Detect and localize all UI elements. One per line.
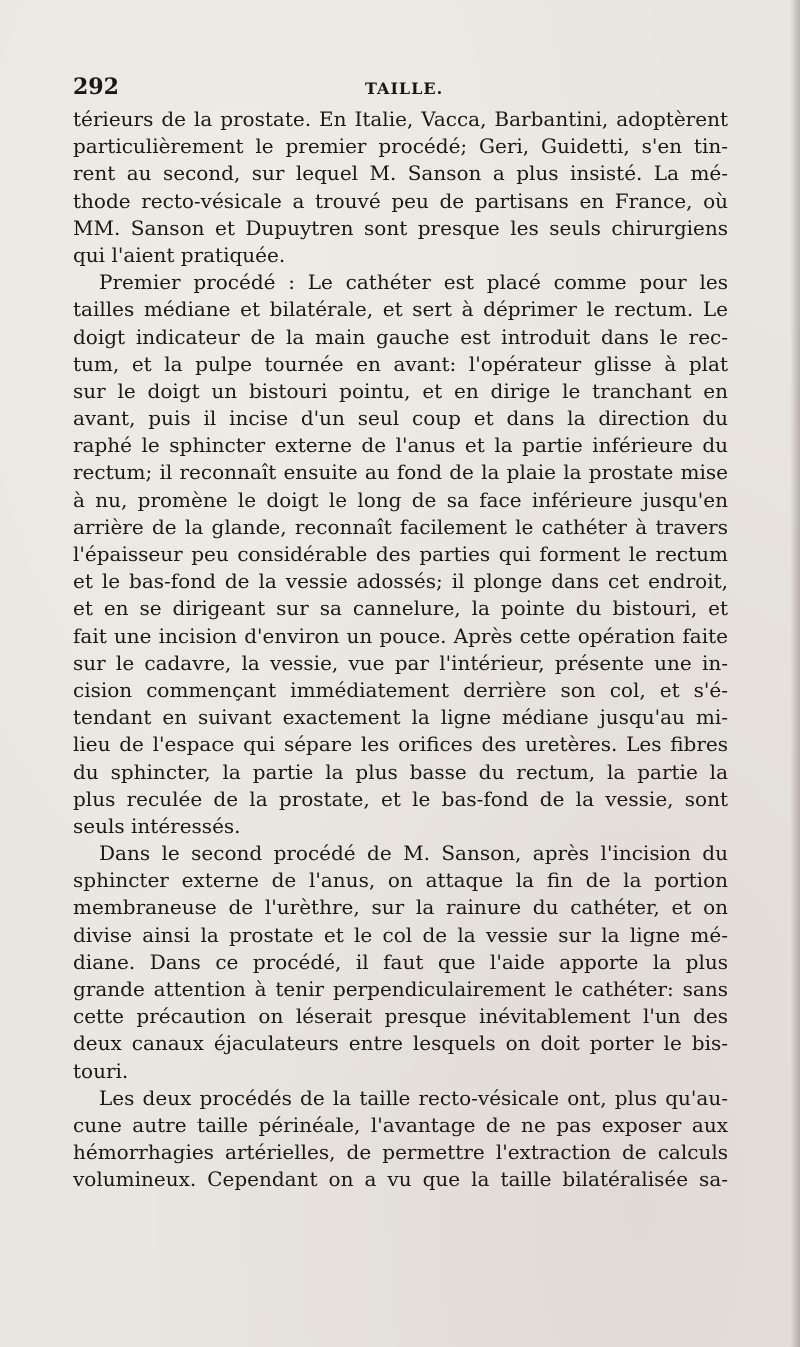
text-line: qui l'aient pratiquée. [73, 242, 286, 267]
text-line: raphé le sphincter externe de l'anus et la partie inférieure du [73, 433, 728, 458]
text-line: tum, et la pulpe tournée en avant: l'opérateur glisse à plat [73, 351, 728, 376]
text-line: rectum; il reconnaît ensuite au fond de la plaie la prostate mise [73, 460, 728, 485]
text-line: diane. Dans ce procédé, il faut que l'aide apporte la plus [73, 949, 728, 974]
text-line: rent au second, sur lequel M. Sanson a plus insisté. La mé- [73, 161, 728, 186]
text-line: Premier procédé : Le cathéter est placé comme pour les [99, 270, 728, 295]
text-line: Les deux procédés de la taille recto-vésicale ont, plus qu'au- [99, 1085, 728, 1110]
text-line: fait une incision d'environ un pouce. Après cette opération faite [73, 623, 728, 648]
text-line: deux canaux éjaculateurs entre lesquels on doit porter le bis- [73, 1031, 728, 1056]
text-line: hémorrhagies artérielles, de permettre l'extraction de calculs [73, 1140, 728, 1165]
running-head: TAILLE. [365, 79, 444, 98]
text-line: lieu de l'espace qui sépare les orifices des uretères. Les fibres [73, 732, 728, 757]
text-line: cision commençant immédiatement derrière son col, et s'é- [73, 677, 728, 702]
text-line: doigt indicateur de la main gauche est introduit dans le rec- [73, 324, 728, 349]
page-edge-shadow [790, 0, 800, 1347]
body-text [73, 106, 728, 1194]
text-line: divise ainsi la prostate et le col de la vessie sur la ligne mé- [73, 922, 728, 947]
text-line: du sphincter, la partie la plus basse du rectum, la partie la [73, 759, 728, 784]
text-line: et en se dirigeant sur sa cannelure, la pointe du bistouri, et [73, 596, 728, 621]
text-line: sphincter externe de l'anus, on attaque la fin de la portion [73, 868, 728, 893]
text-line: plus reculée de la prostate, et le bas-fond de la vessie, sont [73, 786, 728, 811]
text-line: arrière de la glande, reconnaît facilement le cathéter à travers [73, 514, 728, 539]
text-line: sur le cadavre, la vessie, vue par l'intérieur, présente une in- [73, 650, 728, 675]
text-line: touri. [73, 1058, 129, 1083]
text-line: avant, puis il incise d'un seul coup et dans la direction du [73, 406, 728, 431]
text-line: cette précaution on léserait presque inévitablement l'un des [73, 1004, 728, 1029]
text-line: cune autre taille périnéale, l'avantage de ne pas exposer aux [73, 1112, 728, 1137]
text-line: tendant en suivant exactement la ligne médiane jusqu'au mi- [73, 705, 728, 730]
text-line: thode recto-vésicale a trouvé peu de partisans en France, où [73, 188, 728, 213]
text-line: Dans le second procédé de M. Sanson, après l'incision du [99, 841, 728, 866]
page-header [73, 70, 728, 104]
text-line: particulièrement le premier procédé; Geri, Guidetti, s'en tin- [73, 134, 728, 159]
text-line: sur le doigt un bistouri pointu, et en dirige le tranchant en [73, 378, 728, 403]
text-line: MM. Sanson et Dupuytren sont presque les seuls chirurgiens [73, 215, 728, 240]
text-line: seuls intéressés. [73, 813, 241, 838]
text-line: grande attention à tenir perpendiculairement le cathéter: sans [73, 977, 728, 1001]
text-line: l'épaisseur peu considérable des parties qui forment le rectum [73, 542, 728, 566]
text-line: térieurs de la prostate. En Italie, Vacca, Barbantini, adoptèrent [73, 107, 728, 131]
page-number: 292 [73, 74, 119, 100]
text-line: à nu, promène le doigt le long de sa face inférieure jusqu'en [73, 487, 728, 512]
text-line: et le bas-fond de la vessie adossés; il plonge dans cet endroit, [73, 569, 728, 594]
text-line: membraneuse de l'urèthre, sur la rainure du cathéter, et on [73, 895, 728, 920]
text-line: tailles médiane et bilatérale, et sert à déprimer le rectum. Le [73, 297, 728, 322]
text-line: volumineux. Cependant on a vu que la taille bilatéralisée sa- [73, 1167, 728, 1192]
